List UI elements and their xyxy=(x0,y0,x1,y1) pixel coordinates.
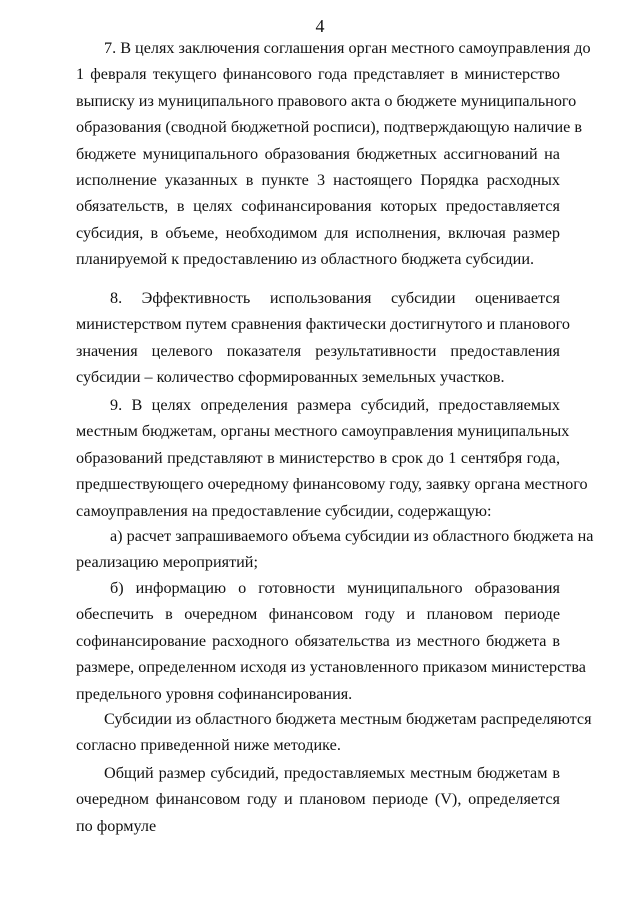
text-line: субсидии – количество сформированных земельных участков. xyxy=(76,368,505,387)
text-line: софинансирование расходного обязательства из местного бюджета в xyxy=(76,631,560,650)
text-line: 7. В целях заключения соглашения орган местного самоуправления до xyxy=(104,39,591,57)
text-line: 8. Эффективность использования субсидии оценивается xyxy=(110,289,560,307)
paragraph-formula xyxy=(76,760,560,839)
text-line: исполнение указанных в пункте 3 настоящего Порядка расходных xyxy=(76,170,560,189)
page-number: 4 xyxy=(315,16,325,36)
text-line: размере, определенном исходя из установленного приказом министерства xyxy=(76,658,586,677)
text-line: б) информацию о готовности муниципального образования xyxy=(110,579,560,597)
text-line: бюджете муниципального образования бюджетных ассигнований на xyxy=(76,144,560,163)
text-line: выписку из муниципального правового акта о бюджете муниципального xyxy=(76,91,577,110)
text-line: 9. В целях определения размера субсидий, предоставляемых xyxy=(110,396,560,414)
text-line: по формуле xyxy=(76,816,157,835)
text-line: предельного уровня софинансирования. xyxy=(76,684,353,703)
text-line: образования (сводной бюджетной росписи), подтверждающую наличие в xyxy=(76,118,582,137)
text-line: очередном финансовом году и плановом периоде (V), определяется xyxy=(76,790,560,809)
text-line: местным бюджетам, органы местного самоуправления муниципальных xyxy=(76,422,570,441)
item-b xyxy=(76,575,586,707)
text-line: самоуправления на предоставление субсидии, содержащую: xyxy=(76,501,492,520)
text-line: образований представляют в министерство в срок до 1 сентября года, xyxy=(76,448,560,467)
paragraph-9 xyxy=(76,392,588,524)
text-line: значения целевого показателя результативности предоставления xyxy=(76,341,560,360)
text-line: обеспечить в очередном финансовом году и плановом периоде xyxy=(76,605,560,624)
text-line: предшествующего очередному финансовому году, заявку органа местного xyxy=(76,475,588,494)
paragraph-7 xyxy=(76,35,591,273)
text-line: Субсидии из областного бюджета местным бюджетам распределяются xyxy=(104,710,592,728)
text-line: а) расчет запрашиваемого объема субсидии из областного бюджета на xyxy=(110,527,594,545)
text-line: министерством путем сравнения фактически достигнутого и планового xyxy=(76,315,570,334)
text-line: согласно приведенной ниже методике. xyxy=(76,736,341,755)
text-line: Общий размер субсидий, предоставляемых местным бюджетам в xyxy=(104,764,560,782)
paragraph-8 xyxy=(76,285,570,391)
item-a xyxy=(76,523,594,576)
text-line: субсидия, в объеме, необходимом для исполнения, включая размер xyxy=(76,223,560,242)
text-line: 1 февраля текущего финансового года представляет в министерство xyxy=(76,65,560,84)
paragraph-distribution xyxy=(76,706,592,759)
text-line: планируемой к предоставлению из областного бюджета субсидии. xyxy=(76,250,535,269)
text-line: реализацию мероприятий; xyxy=(76,553,258,572)
text-line: обязательств, в целях софинансирования которых предоставляется xyxy=(76,197,560,216)
